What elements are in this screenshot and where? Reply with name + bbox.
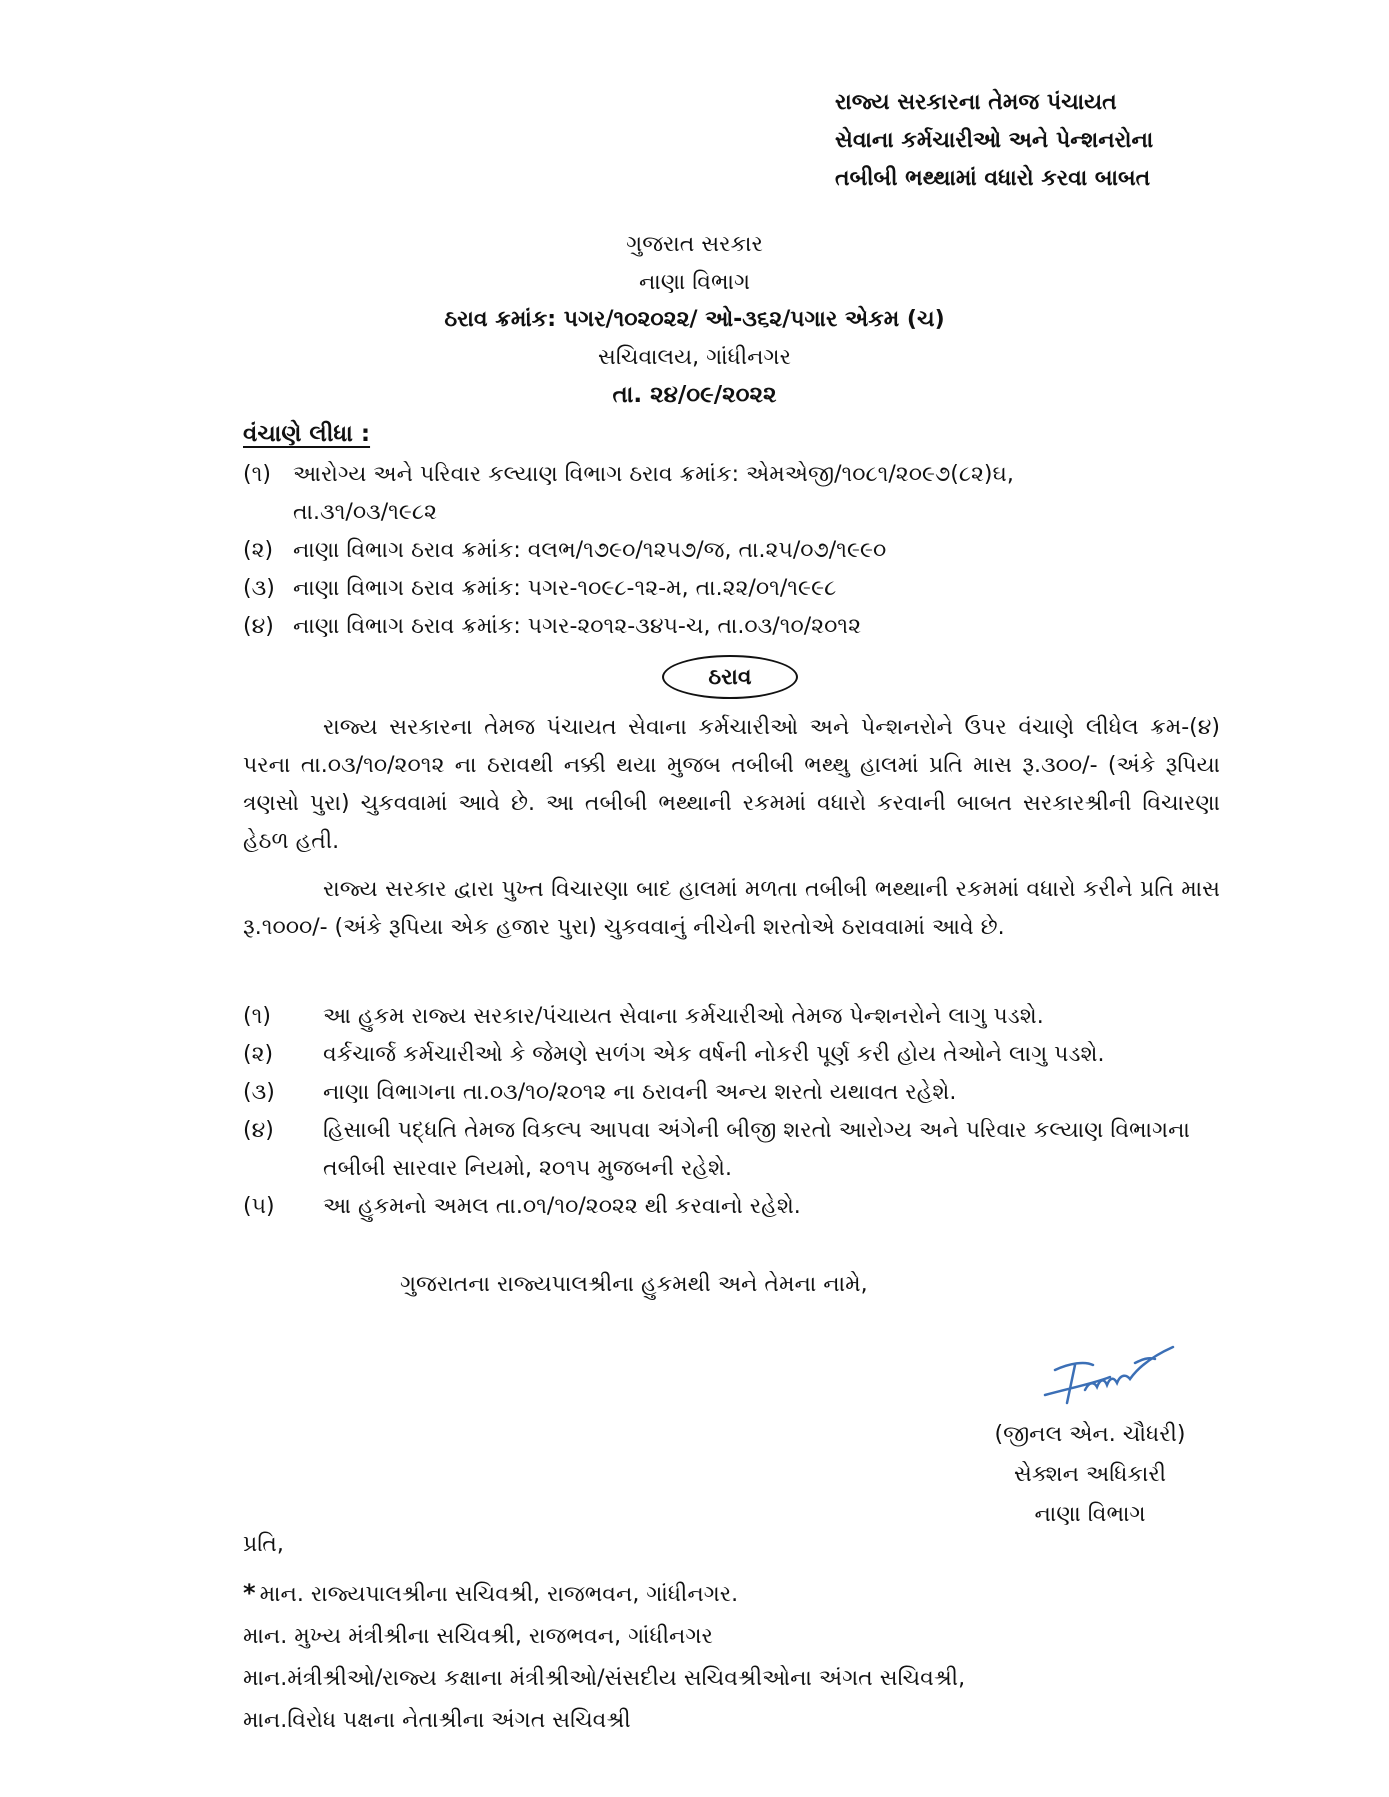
place: સચિવાલય, ગાંધીનગર: [598, 345, 791, 370]
signatory-department: નાણા વિભાગ: [1034, 1502, 1146, 1527]
signature-image: [1015, 1325, 1185, 1415]
condition-item: [243, 1188, 1220, 1226]
recipient-list: [243, 1572, 1220, 1742]
resolution-number: ઠરાવ ક્રમાંક: પગર/૧૦૨૦૨૨/ ઓ-૩૬૨/પગાર એકમ (ચ): [444, 307, 945, 332]
resolution-date: તા. ૨૪/૦૯/૨૦૨૨: [612, 382, 777, 408]
condition-item: [243, 1074, 1220, 1112]
recipient-item: માન.વિરોધ પક્ષના નેતાશ્રીના અંગત સચિવશ્રી: [243, 1708, 631, 1733]
signature-stroke: [1045, 1347, 1173, 1403]
paragraph-1: રાજ્ય સરકારના તેમજ પંચાયત સેવાના કર્મચારીઓ અને પેન્શનરોને ઉપર વંચાણે લીધેલ ક્રમ-(૪) પરના તા.૦૩/૧૦/૨૦૧૨ ના ઠરાવથી નક્કી થયા મુજબ તબીબી ભથ્થુ હાલમાં પ્રતિ માસ રૂ.૩૦૦/- (અંકે રૂપિયા ત્રણસો પુરા) ચુકવવામાં આવે છે. આ તબીબી ભથ્થાની રકમમાં વધારો કરવાની બાબત સરકારશ્રીની વિચારણા હેઠળ હતી.: [243, 715, 1220, 854]
read-label: વંચાણે લીધા :: [243, 421, 371, 447]
reference-item: [243, 456, 1203, 532]
signatory-designation: સેક્શન અધિકારી: [1014, 1462, 1166, 1487]
to-label: પ્રતિ,: [243, 1532, 284, 1557]
condition-number: (૨): [243, 1042, 274, 1067]
government-name: ગુજરાત સરકાર: [626, 232, 763, 257]
subject-line: સેવાના કર્મચારીઓ અને પેન્શનરોના: [835, 128, 1154, 153]
condition-number: (૪): [243, 1118, 274, 1143]
conditions-list: [243, 998, 1220, 1226]
reference-text: [293, 456, 1203, 532]
reference-item: [243, 532, 1203, 570]
paragraph-2: રાજ્ય સરકાર દ્વારા પુખ્ત વિચારણા બાદ હાલમાં મળતા તબીબી ભથ્થાની રકમમાં વધારો કરીને પ્રતિ માસ રૂ.૧૦૦૦/- (અંકે રૂપિયા એક હજાર પુરા) ચુકવવાનું નીચેની શરતોએ ઠરાવવામાં આવે છે.: [243, 877, 1220, 940]
reference-text-main: આરોગ્ય અને પરિવાર કલ્યાણ વિભાગ ઠરાવ ક્રમાંક: એમએજી/૧૦૮૧/૨૦૯૭(૮૨)ઘ,: [293, 462, 1014, 487]
condition-item: [243, 1112, 1220, 1188]
signatory-name: (જીનલ એન. ચૌધરી): [994, 1422, 1186, 1447]
by-order-line: ગુજરાતના રાજ્યપાલશ્રીના હુકમથી અને તેમના નામે,: [400, 1272, 868, 1297]
condition-text: હિસાબી પદ્ધતિ તેમજ વિકલ્પ આપવા અંગેની બીજી શરતો આરોગ્ય અને પરિવાર કલ્યાણ વિભાગના તબીબી સારવાર નિયમો, ૨૦૧૫ મુજબની રહેશે.: [323, 1118, 1190, 1181]
recipient-item: [243, 1572, 1220, 1616]
condition-text: આ હુકમનો અમલ તા.૦૧/૧૦/૨૦૨૨ થી કરવાનો રહેશે.: [323, 1194, 801, 1219]
resolution-heading: ઠરાવ: [662, 655, 798, 699]
reference-number: (૩): [243, 576, 275, 601]
recipient-item: માન.મંત્રીશ્રીઓ/રાજ્ય કક્ષાના મંત્રીશ્રીઓ/સંસદીય સચિવશ્રીઓના અંગત સચિવશ્રી,: [243, 1666, 966, 1691]
condition-number: (૧): [243, 1004, 271, 1029]
condition-text: આ હુકમ રાજ્ય સરકાર/પંચાયત સેવાના કર્મચારીઓ તેમજ પેન્શનરોને લાગુ પડશે.: [323, 1004, 1044, 1029]
condition-item: [243, 1036, 1220, 1074]
condition-number: (૫): [243, 1194, 275, 1219]
reference-list: [243, 456, 1203, 646]
recipient-text: માન. રાજ્યપાલશ્રીના સચિવશ્રી, રાજભવન, ગાંધીનગર.: [259, 1582, 739, 1607]
department-name: નાણા વિભાગ: [638, 270, 751, 295]
recipient-item: માન. મુખ્ય મંત્રીશ્રીના સચિવશ્રી, રાજભવન, ગાંધીનગર: [243, 1624, 713, 1649]
star-marker: *: [243, 1579, 256, 1607]
reference-item: [243, 608, 1203, 646]
signatory-block: [960, 1415, 1220, 1535]
condition-text: વર્કચાર્જ કર્મચારીઓ કે જેમણે સળંગ એક વર્ષની નોકરી પૂર્ણ કરી હોય તેઓને લાગુ પડશે.: [323, 1042, 1105, 1067]
condition-item: [243, 998, 1220, 1036]
reference-number: (૪): [243, 614, 274, 639]
reference-text: નાણા વિભાગ ઠરાવ ક્રમાંક: વલભ/૧૭૯૦/૧૨૫૭/જ, તા.૨૫/૦૭/૧૯૯૦: [293, 538, 887, 563]
condition-number: (૩): [243, 1080, 275, 1105]
subject-line: તબીબી ભથ્થામાં વધારો કરવા બાબત: [835, 166, 1151, 191]
reference-text: નાણા વિભાગ ઠરાવ ક્રમાંક: પગર-૨૦૧૨-૩૪૫-ચ, તા.૦૩/૧૦/૨૦૧૨: [293, 614, 862, 639]
reference-number: (૧): [243, 462, 271, 487]
subject-block: [835, 84, 1220, 198]
reference-text: નાણા વિભાગ ઠરાવ ક્રમાંક: પગર-૧૦૯૮-૧૨-મ, તા.૨૨/૦૧/૧૯૯૮: [293, 576, 837, 601]
reference-number: (૨): [243, 538, 274, 563]
condition-text: નાણા વિભાગના તા.૦૩/૧૦/૨૦૧૨ ના ઠરાવની અન્ય શરતો યથાવત રહેશે.: [323, 1080, 957, 1105]
reference-text-continued: તા.૩૧/૦૩/૧૯૮૨: [293, 500, 437, 525]
subject-line: રાજ્ય સરકારના તેમજ પંચાયત: [835, 90, 1117, 115]
reference-item: [243, 570, 1203, 608]
